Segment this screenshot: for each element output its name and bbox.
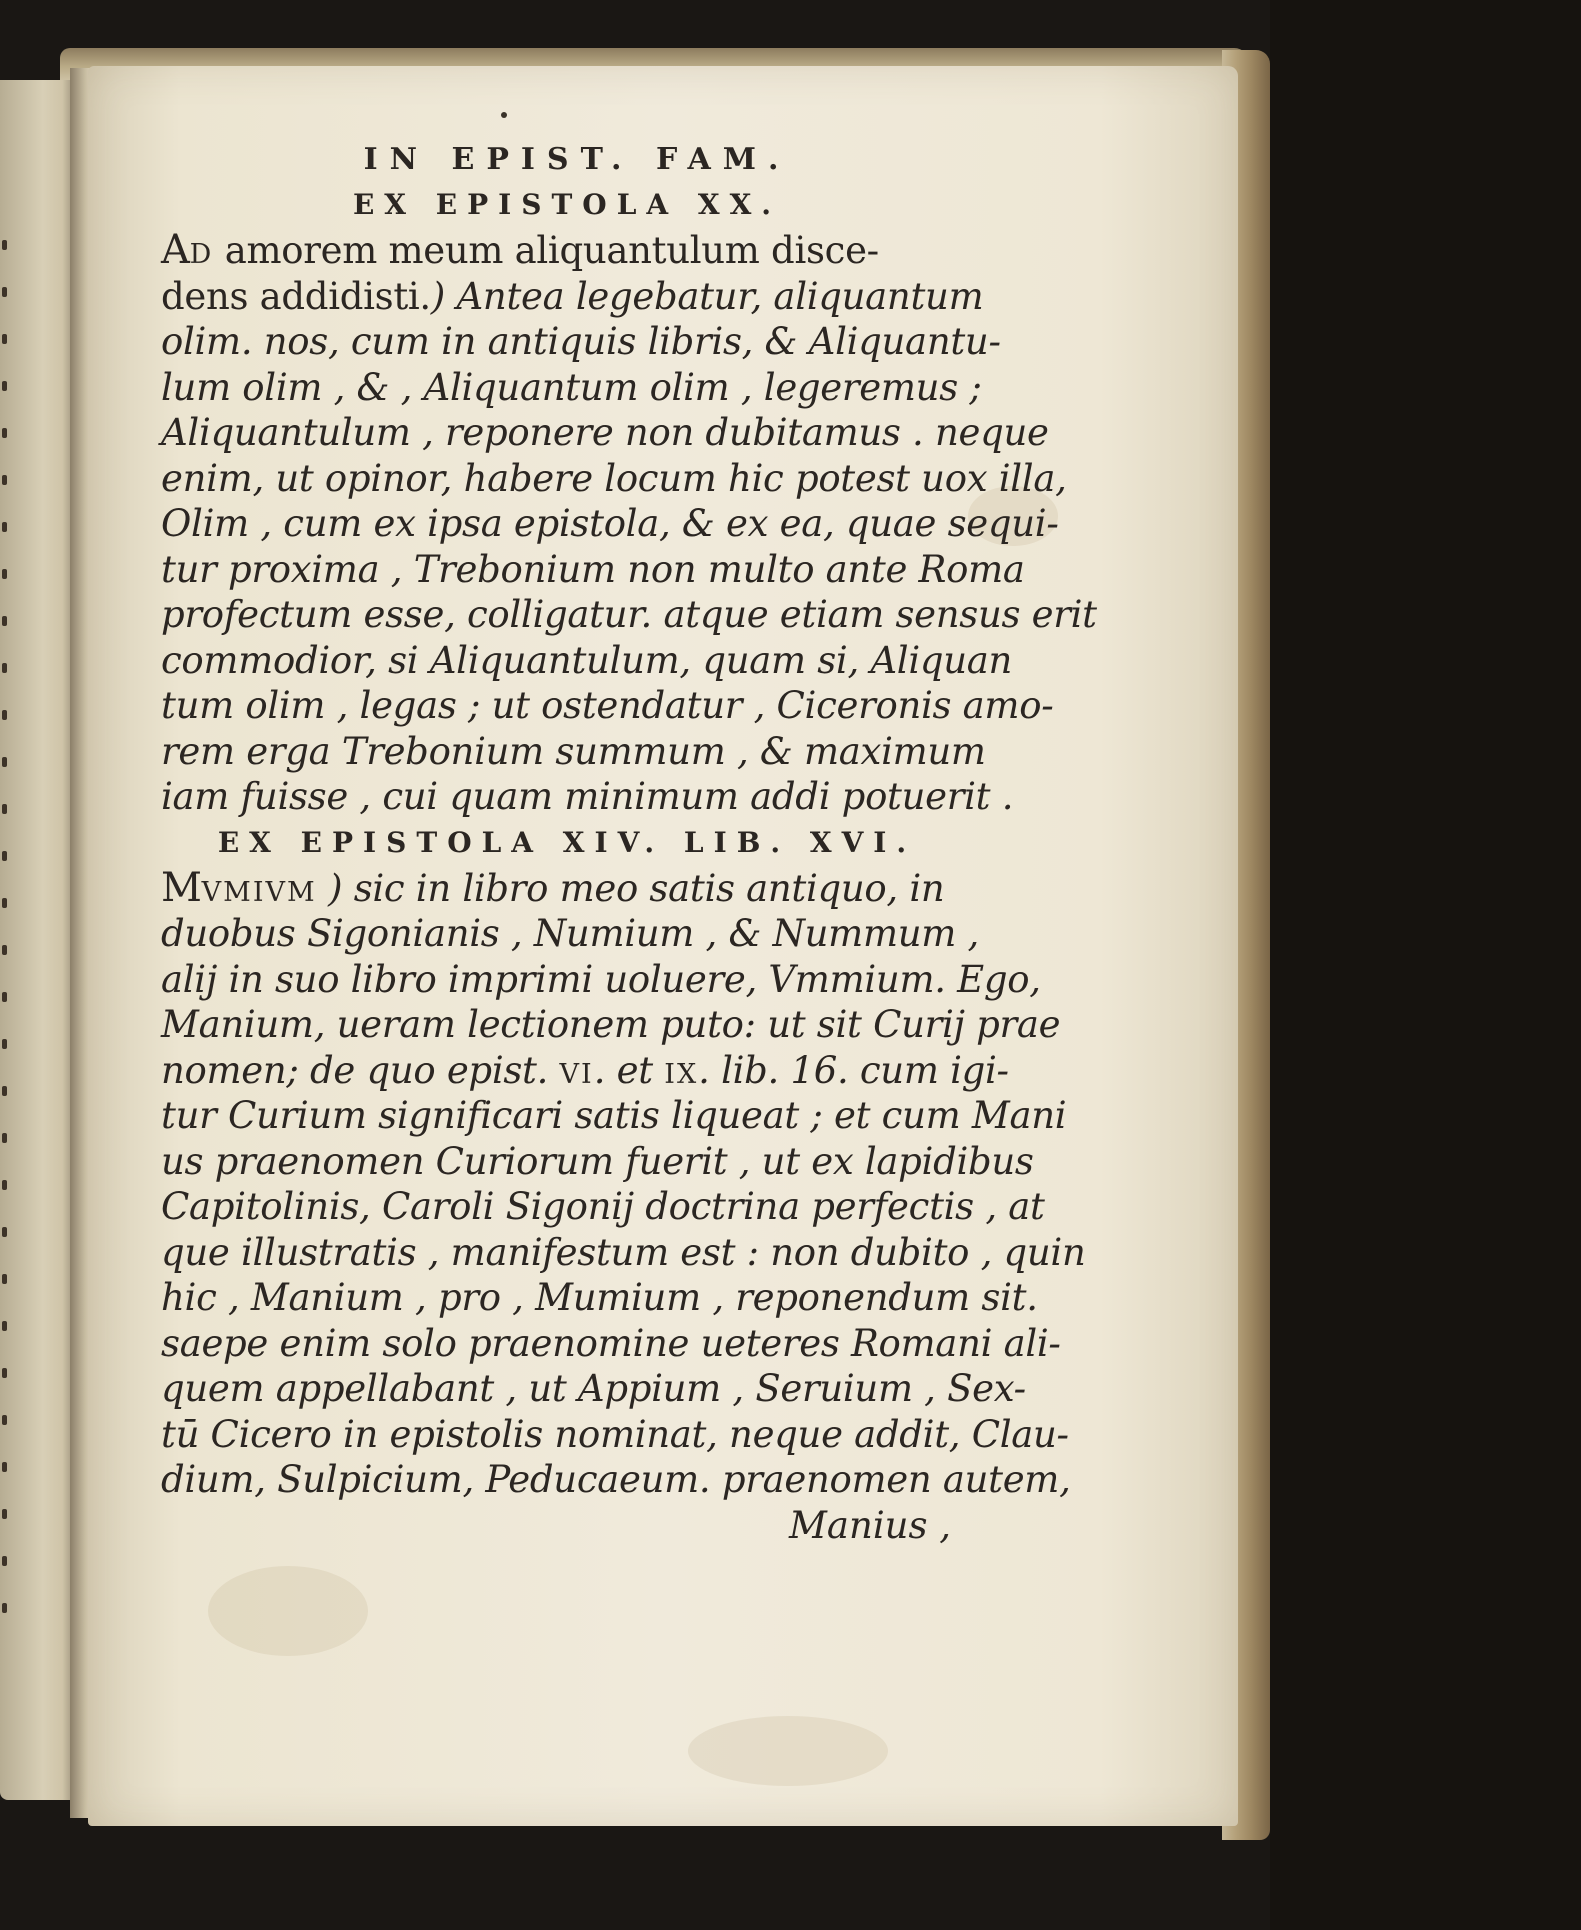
type-fragment [2, 428, 7, 438]
text-run: ) Antea legebatur, aliquantum [430, 274, 984, 318]
type-fragment [2, 1274, 7, 1284]
background [1270, 0, 1581, 1930]
text-line [161, 957, 1041, 1003]
type-fragment [2, 569, 7, 579]
text-run: iam fuisse , cui quam minimum addi potuerit . [161, 775, 1014, 818]
text-run: olim. nos, cum in antiquis libris, & Aliquantu- [161, 320, 1001, 363]
text-run: Capitolinis, Caroli Sigonij doctrina perfectis , at [161, 1185, 1045, 1228]
text-run: dens addidisti. [161, 274, 431, 318]
type-fragment [2, 1509, 7, 1519]
text-run: alij in suo libro imprimi uoluere, Vmmium. Ego, [161, 957, 1041, 1001]
type-fragment [2, 1462, 7, 1472]
foxing-stain [688, 1716, 888, 1786]
text-run: ) sic in libro meo satis antiquo, in [316, 866, 945, 910]
text-line [161, 1412, 1069, 1458]
text-run: D [189, 239, 214, 270]
text-line [161, 911, 979, 957]
type-fragment [2, 1086, 7, 1096]
text-run: tū Cicero in epistolis nominat, neque addit, Clau- [161, 1412, 1069, 1456]
text-line [161, 1230, 1086, 1276]
type-fragment [2, 851, 7, 861]
text-run: que illustratis , manifestum est : non dubito , quin [161, 1230, 1086, 1274]
type-fragment [2, 1603, 7, 1613]
text-line [161, 1184, 1045, 1230]
text-run: saepe enim solo praenomine ueteres Romani ali- [161, 1321, 1061, 1365]
text-run: . et [593, 1048, 665, 1092]
text-run: tum olim , legas ; ut ostendatur , Ciceronis amo- [161, 684, 1054, 727]
text-run: tur proxima , Trebonium non multo ante Roma [161, 547, 1025, 591]
type-fragment [2, 710, 7, 720]
text-line [161, 228, 973, 274]
text-run: VMIVM [201, 876, 317, 908]
type-fragment [2, 1321, 7, 1331]
text-line [161, 729, 986, 775]
text-run: Aliquantulum , reponere non dubitamus . neque [161, 411, 1049, 454]
text-line [161, 1093, 1067, 1139]
text-run: enim, ut opinor, habere locum hic potest uox illa, [161, 456, 1067, 500]
type-fragment [2, 240, 7, 250]
type-fragment [2, 945, 7, 955]
text-run: us praenomen Curiorum fuerit , ut ex lapidibus [161, 1139, 1034, 1183]
text-line [161, 1275, 1038, 1321]
text-line [161, 638, 1013, 684]
type-fragment [2, 1556, 7, 1566]
section-heading: EX EPISTOLA XIV. LIB. XVI. [217, 825, 917, 859]
text-line [161, 456, 1067, 502]
running-head: IN EPIST. FAM. [363, 142, 791, 177]
section-heading: EX EPISTOLA XX. [352, 188, 782, 221]
type-fragment [2, 381, 7, 391]
type-fragment [2, 1415, 7, 1425]
text-run: hic , Manium , pro , Mumium , reponendum sit. [161, 1276, 1038, 1319]
text-line [161, 547, 1025, 593]
type-fragment [2, 1180, 7, 1190]
type-fragment [2, 804, 7, 814]
text-run: commodior, si Aliquantulum, quam si, Aliquan [161, 638, 1013, 682]
text-line [161, 1321, 1061, 1367]
text-line [161, 592, 1097, 638]
text-run: amorem meum aliquantulum disce- [213, 229, 879, 272]
left-page-type-marks [0, 230, 14, 1630]
text-run: A [161, 227, 190, 273]
type-fragment [2, 287, 7, 297]
type-fragment [2, 1039, 7, 1049]
page-text [161, 138, 1097, 1548]
text-line [161, 319, 1001, 365]
text-run: profectum esse, colligatur. atque etiam sensus erit [161, 593, 1097, 636]
text-run: nomen; de quo epist. [161, 1048, 560, 1092]
type-fragment [2, 475, 7, 485]
text-run: quem appellabant , ut Appium , Seruium , Sex- [161, 1367, 1026, 1410]
left-page [0, 80, 78, 1800]
text-run: duobus Sigonianis , Numium , & Nummum , [161, 912, 979, 955]
type-fragment [2, 757, 7, 767]
text-line [161, 1457, 1071, 1503]
text-run: Olim , cum ex ipsa epistola, & ex ea, quae sequi- [161, 502, 1059, 545]
foxing-stain [208, 1566, 368, 1656]
text-line [161, 1002, 1061, 1048]
text-run: rem erga Trebonium summum , & maximum [161, 729, 986, 773]
type-fragment [2, 992, 7, 1002]
text-line [161, 1139, 1034, 1185]
text-run: M [161, 864, 202, 911]
text-line [161, 1048, 1009, 1094]
type-fragment [2, 1133, 7, 1143]
type-fragment [2, 1227, 7, 1237]
text-run: VI [559, 1058, 594, 1090]
text-line [161, 365, 982, 411]
text-run: . lib. 16. cum igi- [698, 1048, 1009, 1092]
sections [161, 182, 1097, 1503]
text-run: lum olim , & , Aliquantum olim , legeremus ; [161, 365, 982, 409]
text-run: dium, Sulpicium, Peducaeum. praenomen autem, [161, 1458, 1071, 1501]
text-run: tur Curium significari satis liqueat ; et cum Mani [161, 1094, 1067, 1137]
text-line [161, 274, 984, 320]
ink-dot [501, 112, 507, 118]
catchword: Manius , [789, 1503, 951, 1547]
type-fragment [2, 522, 7, 532]
text-line [161, 683, 1054, 729]
text-line [161, 410, 1049, 456]
text-run: IX [664, 1058, 699, 1090]
type-fragment [2, 663, 7, 673]
type-fragment [2, 1368, 7, 1378]
text-run: Manium, ueram lectionem puto: ut sit Curij prae [161, 1003, 1061, 1046]
type-fragment [2, 334, 7, 344]
type-fragment [2, 898, 7, 908]
text-line [161, 774, 1014, 820]
text-line [161, 1366, 1026, 1412]
text-line [161, 501, 1059, 547]
text-line [161, 866, 973, 912]
type-fragment [2, 616, 7, 626]
